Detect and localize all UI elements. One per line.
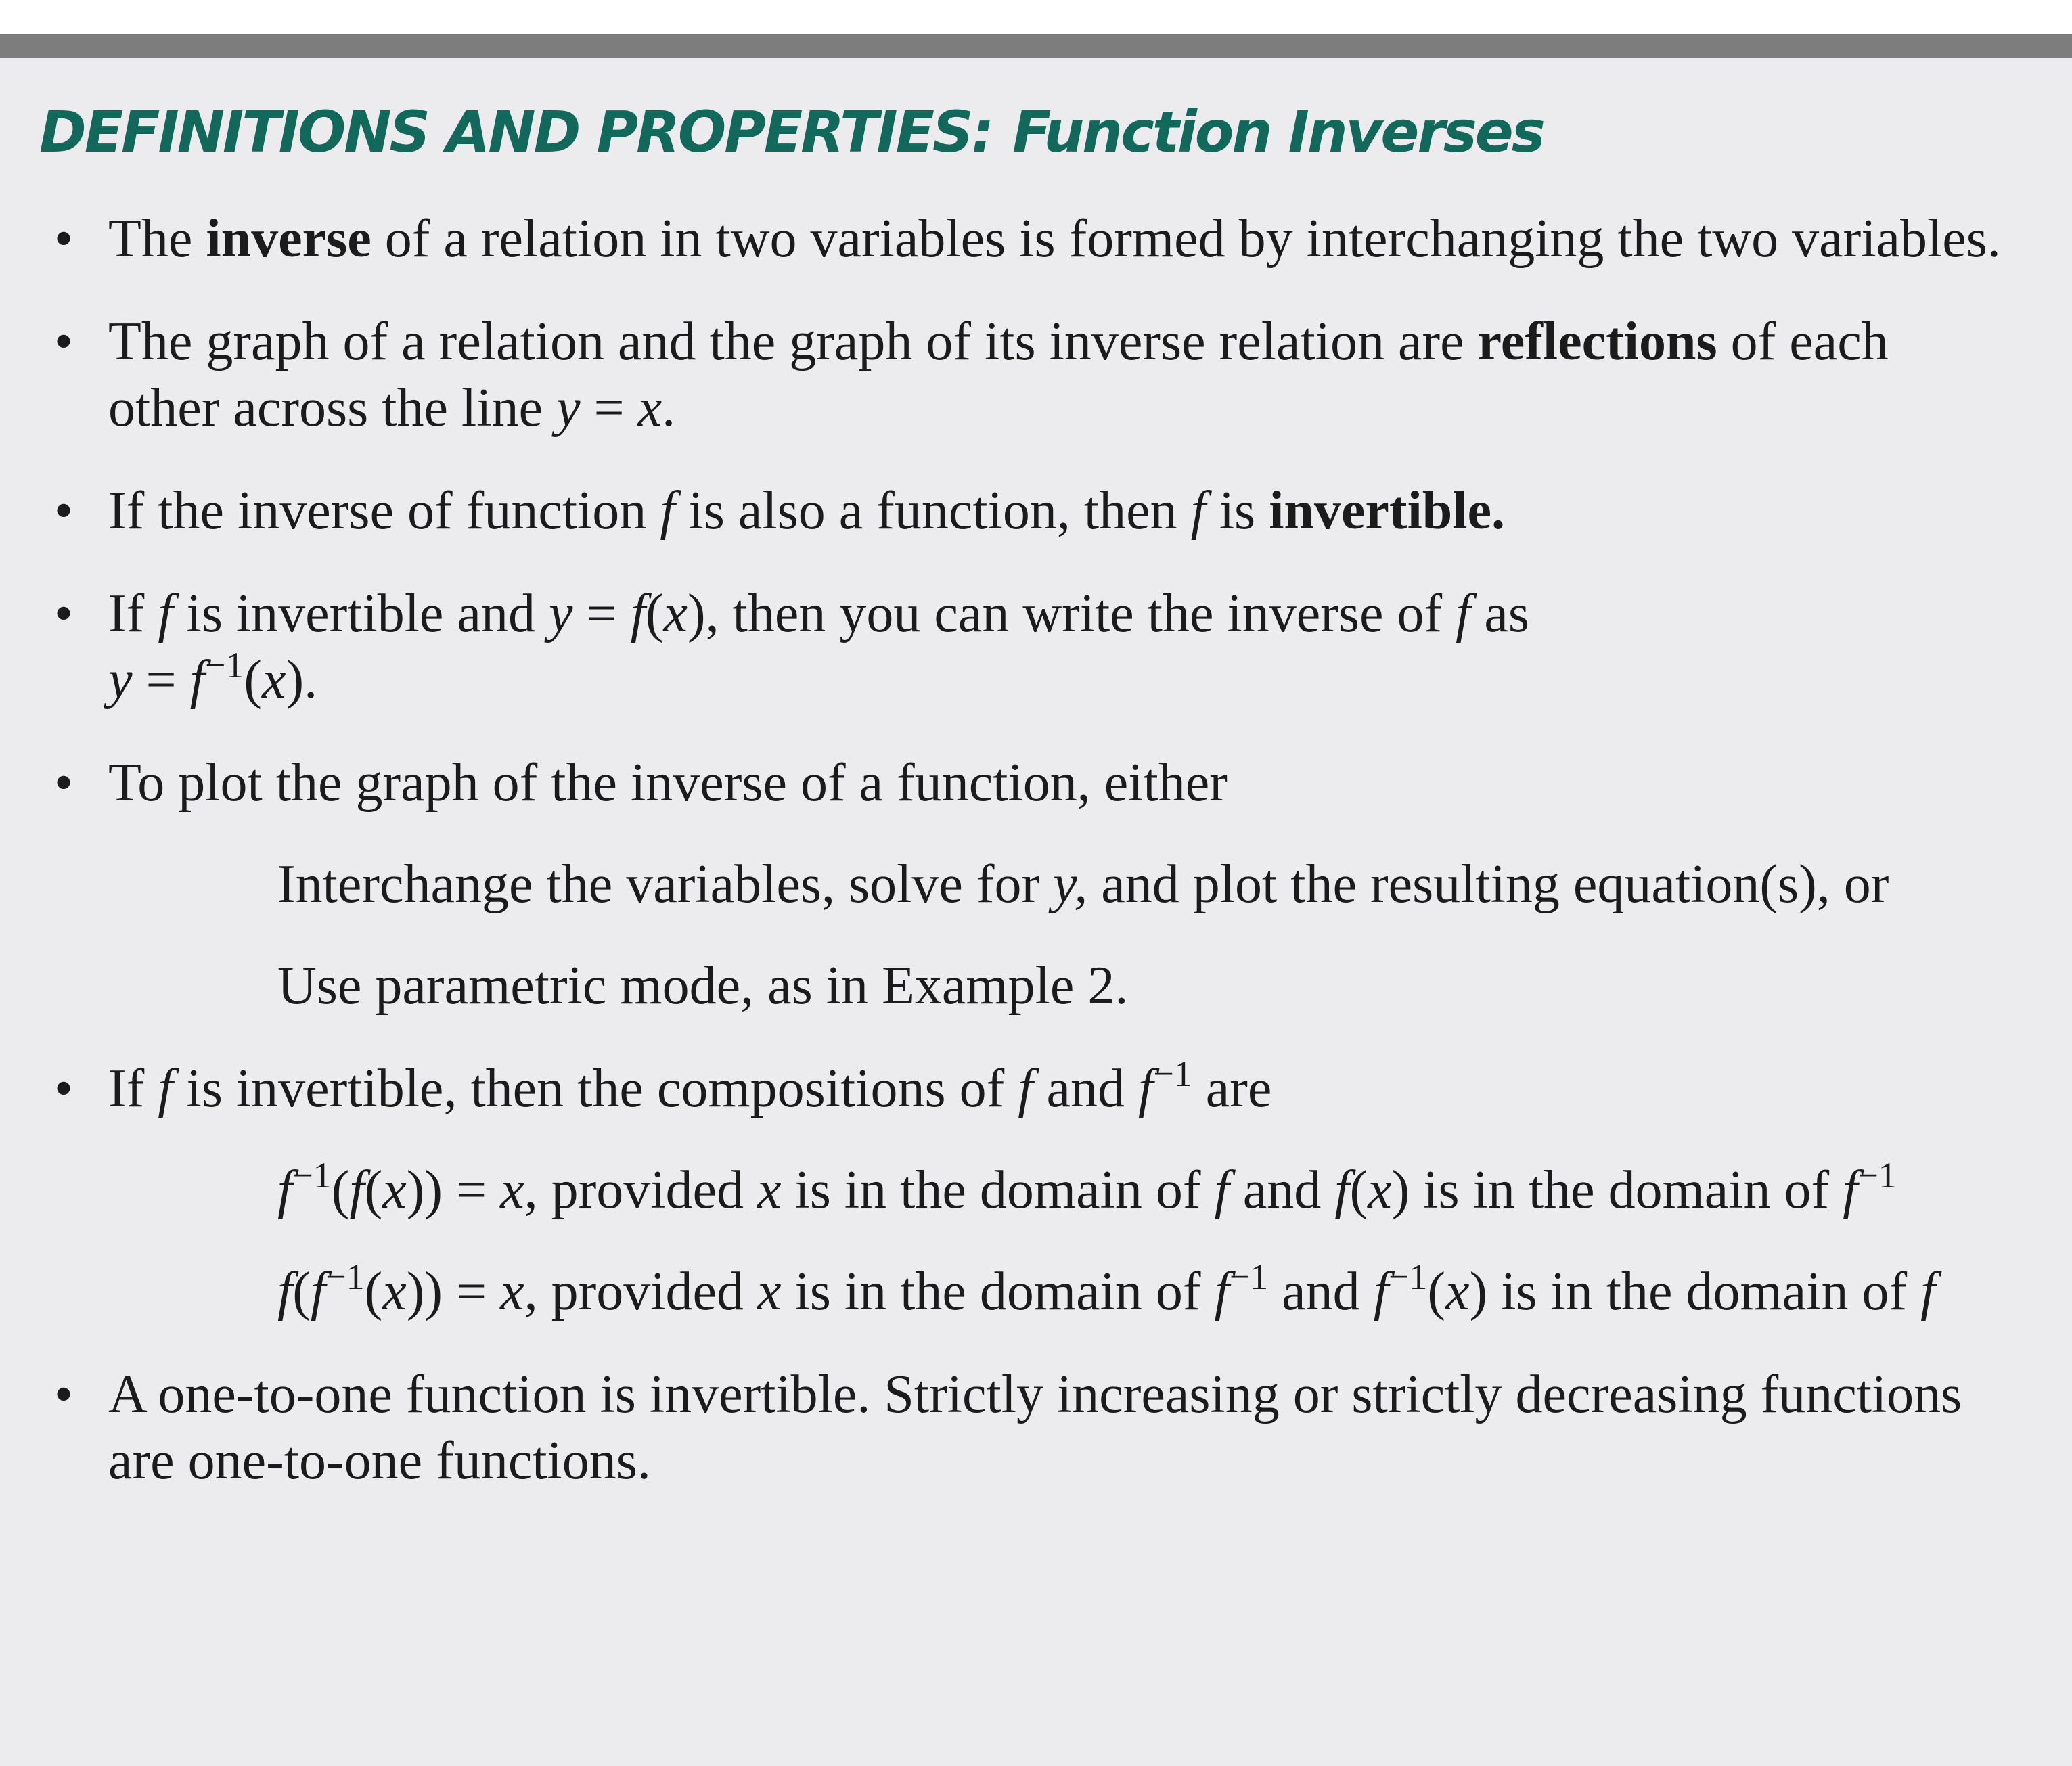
- text-run: =: [572, 584, 631, 643]
- text-run: To plot the graph of the inverse of a function, either: [108, 753, 1228, 813]
- math-var: x: [1368, 1160, 1392, 1220]
- math-var: f: [1373, 1262, 1389, 1321]
- text-run: (: [364, 1262, 383, 1321]
- list-item-inverse-definition: [49, 206, 2011, 272]
- text-run: The: [108, 209, 206, 269]
- math-var: x: [500, 1160, 524, 1220]
- text-run: If: [108, 584, 158, 643]
- text-run: The graph of a relation and the graph of its inverse relation are: [108, 312, 1478, 371]
- bullet: •: [54, 1059, 74, 1118]
- list-item-reflections: [49, 309, 2011, 441]
- text-run: Interchange the variables, solve for: [277, 855, 1054, 914]
- superscript: −1: [1153, 1054, 1192, 1094]
- math-var: f: [630, 584, 646, 643]
- math-var: f: [1018, 1059, 1033, 1118]
- math-var: y,: [1053, 855, 1088, 914]
- text-run: and: [1229, 1160, 1335, 1220]
- text-run: .: [662, 378, 676, 438]
- definitions-box: [0, 58, 2072, 1766]
- text-run: (: [1427, 1262, 1446, 1321]
- sub-item-composition-2: [108, 1256, 2011, 1325]
- superscript: −1: [1388, 1256, 1428, 1297]
- math-var: f: [1214, 1262, 1230, 1321]
- bullet: •: [54, 753, 74, 813]
- bullet: •: [54, 312, 74, 371]
- math-var: f: [1334, 1160, 1350, 1220]
- sub-item-composition-1: [108, 1157, 2011, 1223]
- math-var: y: [556, 378, 581, 438]
- math-var: f: [1456, 584, 1471, 643]
- math-var: x: [261, 650, 286, 710]
- text-run: =: [132, 650, 190, 710]
- text-run: is in the domain of: [781, 1262, 1215, 1321]
- math-var: x: [382, 1262, 407, 1321]
- text-run: A one-to-one function is invertible. Strictly increasing or strictly decreasing functions are one-to-one functions.: [108, 1365, 1962, 1491]
- text-run: ) is in the domain of: [1391, 1160, 1843, 1220]
- superscript: −1: [204, 645, 244, 685]
- text-run: , provided: [524, 1160, 758, 1220]
- math-var: f: [158, 1059, 173, 1118]
- superscript: −1: [1857, 1155, 1897, 1196]
- text-run: of a relation in two variables is formed by interchanging the two variables.: [371, 209, 2001, 269]
- text-run: (: [244, 650, 262, 710]
- definitions-list: [49, 206, 2011, 1531]
- text-run: If the inverse of function: [108, 481, 660, 541]
- text-run: (: [364, 1160, 383, 1220]
- sub-item-parametric: [108, 953, 2011, 1019]
- math-var: x: [663, 584, 688, 643]
- text-run: and plot the resulting equation(s), or: [1087, 855, 1889, 914]
- text-run: as: [1470, 584, 1530, 643]
- list-item-one-to-one: [49, 1361, 2011, 1494]
- text-run: Use parametric mode, as in Example 2.: [277, 956, 1129, 1016]
- box-title: [39, 99, 1544, 165]
- term-invertible: invertible.: [1269, 481, 1506, 541]
- list-item-plot-inverse: [49, 750, 2011, 1019]
- text-run: (: [331, 1160, 350, 1220]
- box-title-topic: Function Inverses: [1012, 99, 1544, 165]
- text-run: ) is in the domain of: [1469, 1262, 1921, 1321]
- math-var: y: [108, 650, 133, 710]
- bullet: •: [54, 209, 74, 269]
- text-run: is in the domain of: [781, 1160, 1215, 1220]
- term-reflections: reflections: [1477, 312, 1717, 371]
- text-run: is invertible and: [173, 584, 549, 643]
- math-var: f: [277, 1262, 293, 1321]
- math-var: f: [277, 1160, 293, 1220]
- math-var: f: [660, 481, 675, 541]
- math-var: y: [548, 584, 573, 643]
- text-run: (: [645, 584, 664, 643]
- text-run: ), then you can write the inverse of: [687, 584, 1456, 643]
- superscript: −1: [325, 1256, 365, 1297]
- text-run: are: [1192, 1059, 1272, 1118]
- math-var: f: [349, 1160, 365, 1220]
- superscript: −1: [1229, 1256, 1269, 1297]
- math-var: f: [189, 650, 205, 710]
- math-var: x: [382, 1160, 407, 1220]
- math-var: x: [1445, 1262, 1470, 1321]
- text-run: )) =: [406, 1262, 501, 1321]
- text-run: is: [1205, 481, 1269, 541]
- text-run: is also a function, then: [675, 481, 1191, 541]
- math-var: x: [757, 1262, 782, 1321]
- text-run: =: [580, 378, 638, 438]
- text-run: and: [1268, 1262, 1374, 1321]
- box-title-main: DEFINITIONS AND PROPERTIES:: [39, 99, 993, 165]
- bullet: •: [54, 1365, 74, 1424]
- bullet: •: [54, 481, 74, 541]
- text-run: ).: [286, 650, 318, 710]
- math-var: f: [310, 1262, 326, 1321]
- text-run: (: [292, 1262, 311, 1321]
- text-run: )) =: [406, 1160, 501, 1220]
- header-rule: [0, 34, 2072, 58]
- list-item-compositions: [49, 1056, 2011, 1325]
- math-var: x: [757, 1160, 782, 1220]
- list-item-inverse-notation: [49, 581, 2011, 713]
- sub-item-interchange: [108, 851, 2011, 918]
- text-run: (: [1349, 1160, 1368, 1220]
- math-var: f: [1920, 1262, 1936, 1321]
- list-item-invertible: [49, 478, 2011, 544]
- text-run: If: [108, 1059, 158, 1118]
- math-var: f: [1190, 481, 1206, 541]
- text-run: and: [1033, 1059, 1138, 1118]
- text-run: , provided: [524, 1262, 758, 1321]
- math-var: x: [500, 1262, 524, 1321]
- math-var: f: [1214, 1160, 1230, 1220]
- math-var: x: [637, 378, 662, 438]
- math-var: f: [1138, 1059, 1154, 1118]
- superscript: −1: [292, 1155, 332, 1196]
- math-var: f: [1843, 1160, 1858, 1220]
- text-run: is invertible, then the compositions of: [173, 1059, 1018, 1118]
- text-run: of each other across the line: [108, 312, 1889, 438]
- bullet: •: [54, 584, 74, 643]
- term-inverse: inverse: [206, 209, 371, 269]
- math-var: f: [158, 584, 173, 643]
